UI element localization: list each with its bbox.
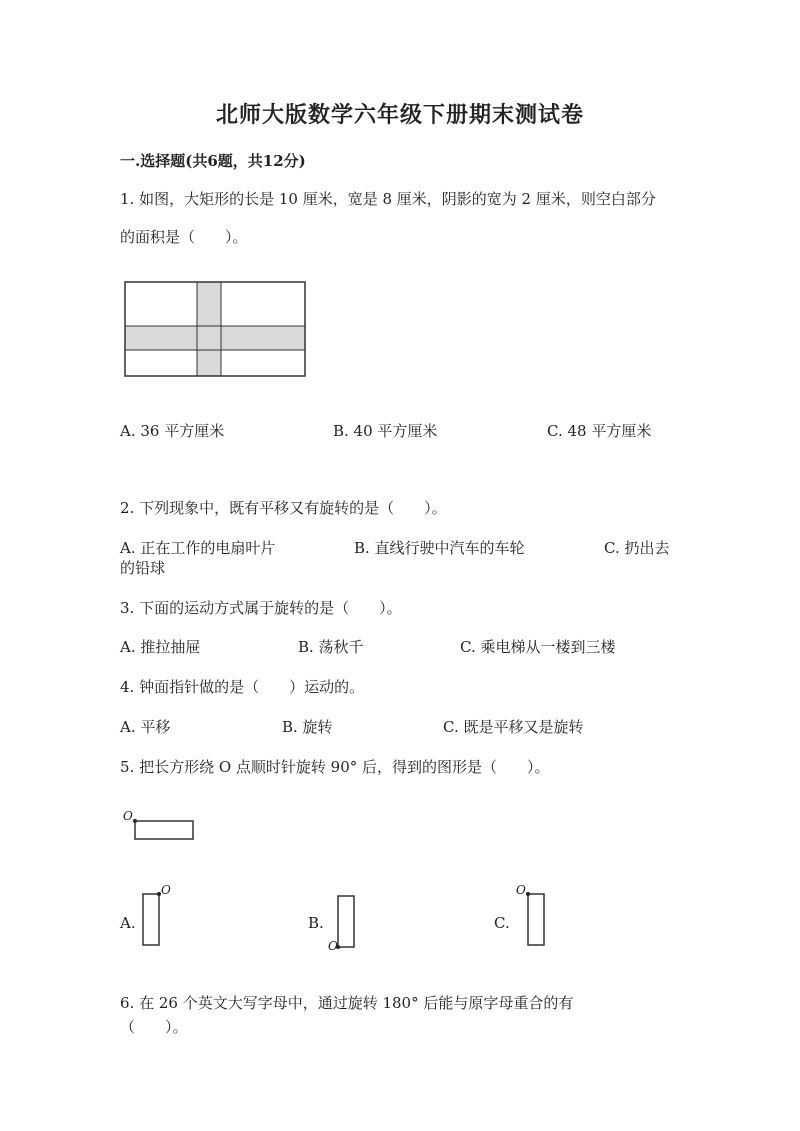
q1-option-c[interactable]: C. 48 平方厘米 [547,422,652,440]
page-title: 北师大版数学六年级下册期末测试卷 [215,102,584,128]
svg-text:O: O [328,939,338,953]
section-heading: 一.选择题(共6题，共12分) [120,152,306,170]
q4-option-b[interactable]: B. 旋转 [282,718,333,736]
q1-text-line1: 1. 如图，大矩形的长是 10 厘米，宽是 8 厘米，阴影的宽为 2 厘米，则空白部分 [120,190,656,208]
q3-text: 3. 下面的运动方式属于旋转的是（ ）。 [120,599,402,617]
q1-option-b[interactable]: B. 40 平方厘米 [333,422,438,440]
q2-text: 2. 下列现象中，既有平移又有旋转的是（ ）。 [120,499,447,517]
shaded-vertical-strip [197,282,221,376]
q5-option-a-figure[interactable] [140,880,180,950]
q5-option-c-figure[interactable] [510,880,550,950]
q6-text-line1: 6. 在 26 个英文大写字母中，通过旋转 180° 后能与原字母重合的有 [120,994,574,1012]
svg-text:O: O [161,883,171,897]
q2-option-b[interactable]: B. 直线行驶中汽车的车轮 [354,539,525,557]
q5-option-b-figure[interactable] [322,890,362,955]
point-o-label: O [123,809,133,823]
q5-option-a[interactable]: A. [120,914,136,932]
q6-text-line2: （ ）。 [120,1018,188,1036]
q2-option-c-wrap: 的铅球 [120,559,166,577]
q1-option-a[interactable]: A. 36 平方厘米 [120,422,225,440]
q5-original-rectangle [120,805,200,845]
q5-text: 5. 把长方形绕 O 点顺时针旋转 90° 后，得到的图形是（ ）。 [120,758,550,776]
q2-option-c[interactable]: C. 扔出去 [604,539,670,557]
svg-text:O: O [516,883,526,897]
q3-option-b[interactable]: B. 荡秋千 [298,638,364,656]
q1-text-line2: 的面积是（ ）。 [120,228,248,246]
q1-rectangle-figure [120,278,310,380]
q3-option-a[interactable]: A. 推拉抽屉 [120,638,201,656]
q3-option-c[interactable]: C. 乘电梯从一楼到三楼 [460,638,616,656]
q4-option-c[interactable]: C. 既是平移又是旋转 [443,718,584,736]
q4-text: 4. 钟面指针做的是（ ）运动的。 [120,678,365,696]
q5-option-b[interactable]: B. [308,914,324,932]
q2-option-a[interactable]: A. 正在工作的电扇叶片 [120,539,276,557]
q4-option-a[interactable]: A. 平移 [120,718,171,736]
q5-option-c[interactable]: C. [494,914,510,932]
